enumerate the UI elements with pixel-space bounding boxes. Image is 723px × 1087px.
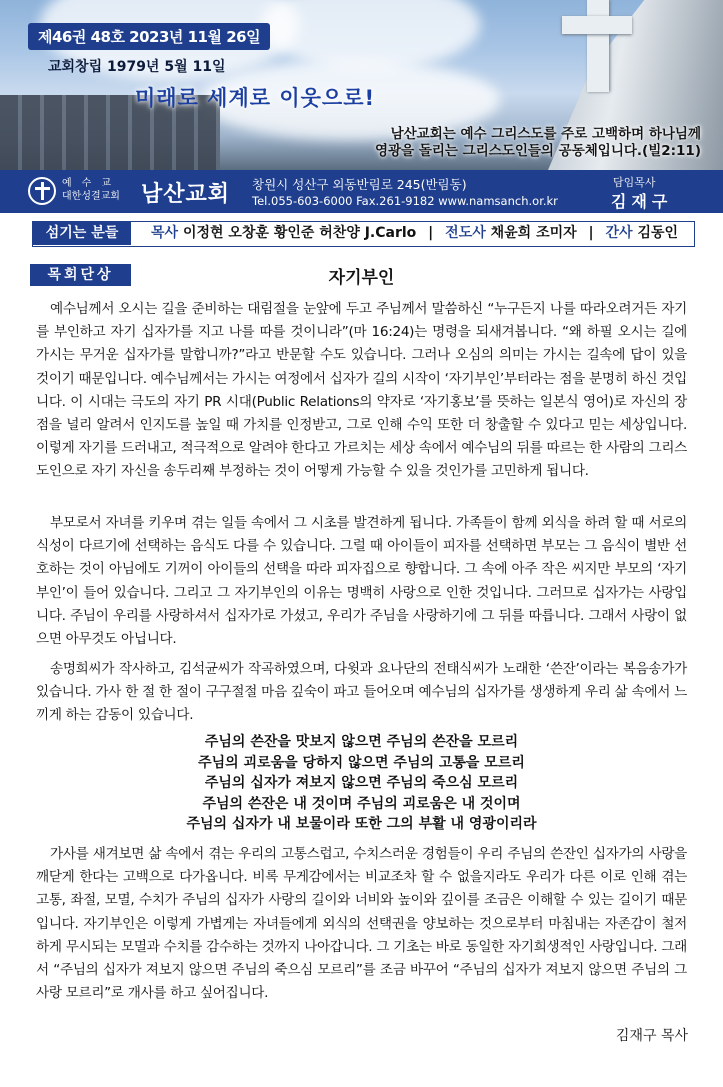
hymn-line: 주님의 십자가 져보지 않으면 주님의 죽으심 모르리	[204, 775, 519, 791]
evangelist-names: 채윤희 조미자	[490, 225, 577, 241]
senior-pastor-label: 담임목사	[613, 176, 656, 189]
servants-row	[32, 221, 695, 247]
cross-icon	[587, 0, 609, 92]
issue-info: 제46권 48호 2023년 11월 26일	[28, 23, 270, 50]
paragraph-text: 예수님께서 오시는 길을 준비하는 대림절을 눈앞에 두고 주님께서 말씀하신 “누구든지 나를 따라오려거든 자기를 부인하고 자기 십자가를 지고 나를 따를 것이니라”(마 16:24)는 명령을 되새겨봅니다. “왜 하필 오시는 길에 가시는 무거운 십자가를 말합니까?”라고 반문할 수도 있습니다. 그러나 오심의 의미는 가시는 길속에 답이 있을 것이기 때문입니다. 예수님께서는 가시는 여정에서 십자가 길의 시작이 ‘자기부인’부터라는 점을 분명히 하신 것입니다. 이 시대는 극도의 자기 PR 시대(Public Relations의 약자로 ‘자기홍보’를 뜻하는 일본식 영어)로 자신의 장점을 널리 알려서 인지도를 높일 때 가치를 인정받고, 그로 인해 수익 또한 더 창출할 수 있다고 믿는 세상입니다. 이렇게 자기를 드러내고, 적극적으로 알려야 한다고 가르치는 세상 속에서 예수님의 뒤를 따르는 한 사람의 그리스도인으로 자기 자신을 송두리째 부정하는 것이 어떻게 가능할 수 있을 것인가를 고민하게 됩니다.	[36, 301, 687, 480]
church-info-bar	[0, 170, 723, 213]
article-title: 자기부인	[328, 268, 395, 288]
denomination	[62, 177, 121, 203]
paragraph-text: 부모로서 자녀를 키우며 겪는 일들 속에서 그 시초를 발견하게 됩니다. 가족들이 함께 외식을 하려 할 때 서로의 식성이 다르기에 선택하는 음식도 다를 수 있습니다. 그럴 때 아이들이 피자를 선택하면 부모는 그 음식이 별반 선호하는 것이 아님에도 기꺼이 아이들의 선택을 따라 피자집으로 향합니다. 그 속에 아주 작은 씨지만 부모의 ‘자기부인’이 들어 있습니다. 그리고 그 자기부인의 이유는 명백히 사랑으로 인한 것입니다. 그러므로 십자가는 사랑입니다. 주님이 우리를 사랑하셔서 십자가로 가셨고, 우리가 주님을 사랑하기에 그 뒤를 따릅니다. 그래서 사랑이 없으면 아무것도 아닙니다.	[36, 515, 687, 648]
hymn-line: 주님의 쓴잔을 맛보지 않으면 주님의 쓴잔을 모르리	[204, 734, 519, 750]
hymn-lyrics	[0, 732, 723, 835]
article-paragraph	[36, 512, 687, 651]
denomination-top: 예수교	[62, 178, 121, 189]
servants-list	[151, 222, 678, 245]
hymn-line: 주님의 쓴잔은 내 것이며 주님의 괴로움은 내 것이며	[202, 795, 521, 812]
hymn-line: 주님의 괴로움을 당하지 않으면 주님의 고통을 모르리	[198, 754, 525, 771]
header-banner	[0, 0, 723, 170]
article-paragraph	[36, 298, 687, 484]
article-paragraph	[36, 658, 687, 728]
section-label: 목회단상	[30, 264, 131, 286]
vision-line: 영광을 돌리는 그리스도인들의 공동체입니다.(빌2:11)	[375, 143, 701, 159]
paragraph-text: 송명희씨가 작사하고, 김석균씨가 작곡하였으며, 다윗과 요나단의 전태식씨가 노래한 ‘쓴잔’이라는 복음송가가 있습니다. 가사 한 절 한 절이 구구절절 마음 깊숙이 파고 들어오며 예수님의 십자가를 생생하게 우리 삶 속에서 느끼게 하는 감동이 있습니다.	[36, 661, 687, 724]
article-paragraph	[36, 843, 687, 1005]
staff-role: 간사	[605, 225, 633, 241]
pastor-role: 목사	[151, 225, 179, 241]
staff-names: 김동인	[637, 225, 679, 241]
servants-label: 섬기는 분들	[33, 222, 131, 245]
divider: |	[428, 225, 434, 241]
church-name: 남산교회	[141, 182, 231, 207]
divider: |	[588, 225, 594, 241]
hymn-line: 주님의 십자가 내 보물이라 또한 그의 부활 내 영광이리라	[186, 816, 537, 832]
paragraph-text: 가사를 새겨보면 삶 속에서 겪는 우리의 고통스럽고, 수치스러운 경험들이 우리 주님의 쓴잔인 십자가의 사랑을 깨닫게 한다는 고백으로 다가옵니다. 비록 무게감에서는 비교조차 할 수 없을지라도 우리가 다른 이로 인해 겪는 고통, 좌절, 모멸, 수치가 주님의 십자가 사랑의 길이와 너비와 높이와 깊이를 조금은 이해할 수 있는 길이기 때문입니다. 자기부인은 이렇게 가볍게는 자녀들에게 외식의 선택권을 양보하는 것으로부터 마침내는 자존감이 철저하게 무시되는 모멸과 수치를 감수하는 것까지 나아갑니다. 그 기초는 바로 동일한 자기희생적인 사랑입니다. 그래서 “주님의 십자가 져보지 않으면 주님의 죽으심 모르리”를 조금 바꾸어 “주님의 십자가 져보지 않으면 주님의 그 사랑 모르리”로 개사를 하고 싶어집니다.	[36, 846, 687, 1002]
founded-date: 교회창립 1979년 5월 11일	[48, 59, 226, 75]
author-signature: 김재구 목사	[615, 1028, 688, 1044]
evangelist-role: 전도사	[445, 225, 486, 241]
cross-icon-bar	[562, 16, 632, 34]
vision-line: 남산교회는 예수 그리스도를 주로 고백하며 하나님께	[390, 126, 701, 142]
vision-statement	[375, 126, 701, 160]
denomination-bottom: 대한성결교회	[62, 191, 120, 202]
pastor-names: 이정현 오창훈 황인준 허찬양 J.Carlo	[182, 225, 417, 241]
church-logo-icon	[28, 177, 56, 205]
church-contact: Tel.055-603-6000 Fax.261-9182 www.namsanch.or.kr	[252, 194, 558, 208]
church-address: 창원시 성산구 외동반림로 245(반림동)	[252, 177, 467, 192]
senior-pastor-name: 김재구	[611, 192, 673, 211]
church-motto: 미래로 세계로 이웃으로!	[135, 86, 376, 110]
